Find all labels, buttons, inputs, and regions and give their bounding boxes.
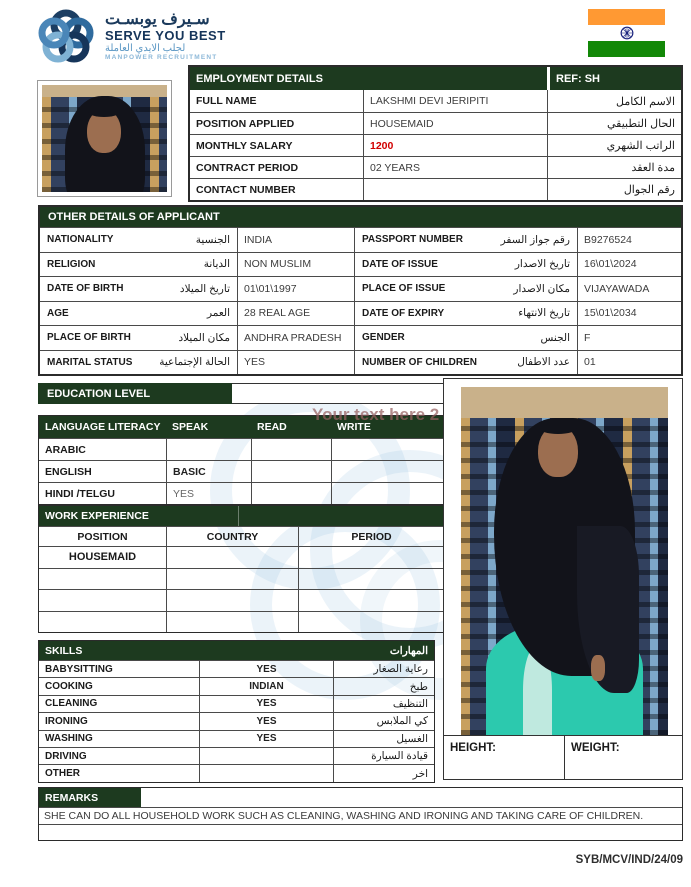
monthly-salary-label: MONTHLY SALARY bbox=[196, 139, 293, 152]
date-of-expiry-label: DATE OF EXPIRY bbox=[362, 307, 445, 319]
position-applied-value: HOUSEMAID bbox=[363, 113, 547, 134]
marital-status-arabic: الحالة الإجتماعية bbox=[159, 356, 230, 369]
table-row bbox=[39, 568, 444, 590]
cleaning-label: CLEANING bbox=[45, 698, 98, 710]
remarks-section bbox=[38, 787, 683, 841]
placeholder-watermark-text: Your text here 2 bbox=[312, 405, 440, 424]
experience-position: HOUSEMAID bbox=[68, 551, 137, 564]
contract-period-label: CONTRACT PERIOD bbox=[196, 161, 299, 174]
education-level-row bbox=[38, 383, 445, 404]
contact-number-arabic: رقم الجوال bbox=[547, 179, 681, 200]
gender-value: F bbox=[577, 326, 681, 350]
hindi-telgu-read bbox=[251, 483, 331, 504]
flag-green-band bbox=[588, 41, 665, 57]
applicant-photo-small bbox=[37, 80, 172, 197]
table-row bbox=[39, 660, 434, 677]
logo-arabic-subtitle: لجلب الايدي العاملة bbox=[105, 42, 186, 54]
table-row bbox=[190, 178, 681, 200]
skills-table bbox=[38, 640, 435, 783]
experience-position bbox=[39, 612, 166, 633]
washing-value: YES bbox=[199, 731, 333, 747]
driving-arabic: قيادة السيارة bbox=[333, 748, 434, 764]
date-of-birth-label: DATE OF BIRTH bbox=[47, 283, 124, 295]
language-hindi-telgu-label: HINDI /TELGU bbox=[45, 487, 115, 500]
table-row bbox=[40, 350, 681, 375]
table-row bbox=[39, 482, 444, 504]
table-row bbox=[39, 438, 444, 460]
applicant-photo-large-image bbox=[461, 387, 668, 735]
contract-period-value: 02 YEARS bbox=[363, 157, 547, 178]
table-row bbox=[39, 730, 434, 747]
table-row bbox=[39, 546, 444, 568]
ironing-label: IRONING bbox=[45, 715, 88, 727]
passport-number-label: PASSPORT NUMBER bbox=[362, 234, 463, 246]
cooking-value: INDIAN bbox=[199, 678, 333, 694]
cooking-label: COOKING bbox=[45, 681, 93, 693]
hindi-telgu-speak: YES bbox=[166, 483, 251, 504]
monthly-salary-arabic: الراتب الشهري bbox=[547, 135, 681, 156]
table-row bbox=[40, 301, 681, 326]
arabic-read bbox=[251, 439, 331, 460]
experience-position bbox=[39, 569, 166, 590]
table-row bbox=[190, 156, 681, 178]
language-literacy-header bbox=[39, 416, 444, 438]
cooking-arabic: طبخ bbox=[333, 678, 434, 694]
marital-status-value: YES bbox=[237, 351, 354, 375]
position-applied-label: POSITION APPLIED bbox=[196, 117, 295, 130]
applicant-photo-panel bbox=[443, 378, 683, 780]
experience-country bbox=[166, 590, 298, 611]
arabic-write bbox=[331, 439, 444, 460]
date-of-expiry-arabic: تاريخ الانتهاء bbox=[518, 307, 570, 320]
date-of-issue-arabic: تاريخ الاصدار bbox=[514, 258, 570, 271]
other-details-table bbox=[38, 205, 683, 376]
employment-ref: REF: SH bbox=[547, 67, 681, 90]
table-row bbox=[190, 112, 681, 134]
flag-white-band bbox=[588, 25, 665, 41]
height-label: HEIGHT: bbox=[450, 742, 496, 754]
table-row bbox=[39, 611, 444, 633]
nationality-label: NATIONALITY bbox=[47, 234, 114, 246]
applicant-photo-large bbox=[461, 387, 668, 735]
contact-number-label: CONTACT NUMBER bbox=[196, 183, 296, 196]
other-details-title: OTHER DETAILS OF APPLICANT bbox=[40, 207, 681, 227]
monthly-salary-value: 1200 bbox=[363, 135, 547, 156]
table-row bbox=[190, 90, 681, 112]
logo-arabic-title: سـيرف يوبسـت bbox=[105, 10, 210, 28]
place-of-birth-arabic: مكان الميلاد bbox=[178, 331, 230, 344]
education-level-title: EDUCATION LEVEL bbox=[38, 383, 232, 404]
place-of-birth-label: PLACE OF BIRTH bbox=[47, 332, 131, 344]
religion-arabic: الديانة bbox=[203, 258, 230, 271]
other-skill-arabic: اخر bbox=[333, 765, 434, 781]
arabic-speak bbox=[166, 439, 251, 460]
table-row bbox=[39, 747, 434, 764]
religion-value: NON MUSLIM bbox=[237, 253, 354, 277]
number-of-children-label: NUMBER OF CHILDREN bbox=[362, 356, 477, 368]
table-row bbox=[40, 276, 681, 301]
remarks-empty-row bbox=[39, 824, 682, 840]
other-skill-label: OTHER bbox=[45, 768, 80, 780]
table-row bbox=[39, 589, 444, 611]
table-row bbox=[40, 227, 681, 252]
religion-label: RELIGION bbox=[47, 258, 96, 270]
place-of-issue-arabic: مكان الاصدار bbox=[513, 282, 570, 295]
work-experience-title: WORK EXPERIENCE bbox=[45, 510, 149, 522]
cleaning-arabic: التنظيف bbox=[333, 696, 434, 712]
remarks-header-spacer bbox=[141, 788, 682, 807]
language-english-label: ENGLISH bbox=[45, 465, 92, 478]
experience-country bbox=[166, 569, 298, 590]
cleaning-value: YES bbox=[199, 696, 333, 712]
babysitting-value: YES bbox=[199, 661, 333, 677]
period-col: PERIOD bbox=[298, 527, 444, 546]
remarks-header bbox=[39, 788, 682, 807]
language-literacy-col: LANGUAGE LITERACY bbox=[45, 421, 161, 433]
language-arabic-label: ARABIC bbox=[45, 443, 86, 456]
logo-title: SERVE YOU BEST bbox=[105, 27, 226, 43]
position-applied-arabic: الحال التطبيقي bbox=[547, 113, 681, 134]
english-write bbox=[331, 461, 444, 482]
date-of-birth-value: 01\01\1997 bbox=[237, 277, 354, 301]
place-of-issue-label: PLACE OF ISSUE bbox=[362, 283, 446, 295]
place-of-birth-value: ANDHRA PRADESH bbox=[237, 326, 354, 350]
remarks-title: REMARKS bbox=[39, 788, 141, 807]
other-skill-value bbox=[199, 765, 333, 781]
hindi-telgu-write bbox=[331, 483, 444, 504]
driving-value bbox=[199, 748, 333, 764]
passport-number-arabic: رقم جواز السفر bbox=[500, 233, 570, 246]
speak-col: SPEAK bbox=[172, 421, 209, 433]
ironing-arabic: كي الملابس bbox=[333, 713, 434, 729]
date-of-issue-value: 16\01\2024 bbox=[577, 253, 681, 277]
number-of-children-value: 01 bbox=[577, 351, 681, 375]
work-experience-columns bbox=[39, 526, 444, 546]
experience-country bbox=[166, 547, 298, 568]
washing-arabic: الغسيل bbox=[333, 731, 434, 747]
date-of-expiry-value: 15\01\2034 bbox=[577, 302, 681, 326]
skills-title: SKILLS bbox=[45, 644, 83, 657]
syb-knot-logo-icon bbox=[35, 8, 97, 64]
write-col: WRITE bbox=[337, 421, 371, 433]
experience-period bbox=[298, 612, 444, 633]
washing-label: WASHING bbox=[45, 733, 93, 745]
document-ref-code: SYB/MCV/IND/24/09 bbox=[575, 854, 683, 866]
place-of-issue-value: VIJAYAWADA bbox=[577, 277, 681, 301]
number-of-children-arabic: عدد الاطفال bbox=[517, 356, 570, 369]
babysitting-label: BABYSITTING bbox=[45, 663, 113, 675]
contact-number-value bbox=[363, 179, 547, 200]
table-row bbox=[39, 677, 434, 694]
table-row bbox=[39, 460, 444, 482]
education-level-value bbox=[232, 383, 445, 404]
date-of-issue-label: DATE OF ISSUE bbox=[362, 258, 438, 270]
read-col: READ bbox=[257, 421, 287, 433]
employment-details-table bbox=[188, 65, 683, 202]
date-of-birth-arabic: تاريخ الميلاد bbox=[179, 282, 230, 295]
nationality-value: INDIA bbox=[237, 228, 354, 252]
table-row bbox=[39, 764, 434, 781]
contract-period-arabic: مدة العقد bbox=[547, 157, 681, 178]
employment-details-header bbox=[190, 67, 681, 90]
weight-label: WEIGHT: bbox=[564, 736, 682, 779]
country-col: COUNTRY bbox=[166, 527, 298, 546]
gender-label: GENDER bbox=[362, 332, 405, 344]
babysitting-arabic: رعاية الصغار bbox=[333, 661, 434, 677]
position-col: POSITION bbox=[77, 530, 128, 543]
work-experience-header bbox=[39, 506, 444, 526]
employment-details-title: EMPLOYMENT DETAILS bbox=[196, 72, 323, 85]
english-speak: BASIC bbox=[166, 461, 251, 482]
work-experience-header-spacer bbox=[238, 506, 444, 526]
ashoka-chakra-icon bbox=[620, 26, 634, 40]
marital-status-label: MARITAL STATUS bbox=[47, 356, 133, 368]
passport-number-value: B9276524 bbox=[577, 228, 681, 252]
experience-country bbox=[166, 612, 298, 633]
experience-period bbox=[298, 547, 444, 568]
language-literacy-table bbox=[38, 415, 445, 505]
age-value: 28 REAL AGE bbox=[237, 302, 354, 326]
skills-title-arabic: المهارات bbox=[333, 641, 434, 660]
logo-subtitle: MANPOWER RECRUITMENT bbox=[105, 53, 218, 61]
experience-position bbox=[39, 590, 166, 611]
table-row bbox=[190, 134, 681, 156]
ironing-value: YES bbox=[199, 713, 333, 729]
english-read bbox=[251, 461, 331, 482]
skills-header bbox=[39, 641, 434, 660]
driving-label: DRIVING bbox=[45, 750, 87, 762]
work-experience-table bbox=[38, 505, 445, 633]
full-name-arabic: الاسم الكامل bbox=[547, 90, 681, 112]
experience-period bbox=[298, 569, 444, 590]
full-name-value: LAKSHMI DEVI JERIPITI bbox=[363, 90, 547, 112]
gender-arabic: الجنس bbox=[540, 331, 570, 344]
flag-saffron-band bbox=[588, 9, 665, 25]
applicant-photo-small-image bbox=[42, 85, 167, 192]
age-arabic: العمر bbox=[206, 307, 230, 320]
nationality-arabic: الجنسية bbox=[195, 233, 230, 246]
remarks-text: SHE CAN DO ALL HOUSEHOLD WORK SUCH AS CLEANING, WASHING AND IRONING AND TAKING CARE OF CHILDREN. bbox=[39, 807, 682, 824]
table-row bbox=[40, 325, 681, 350]
experience-period bbox=[298, 590, 444, 611]
full-name-label: FULL NAME bbox=[196, 95, 257, 107]
agency-logo bbox=[35, 8, 226, 64]
measurements-row bbox=[444, 735, 682, 779]
india-flag bbox=[588, 9, 665, 57]
table-row bbox=[40, 252, 681, 277]
table-row bbox=[39, 695, 434, 712]
age-label: AGE bbox=[47, 307, 69, 319]
table-row bbox=[39, 712, 434, 729]
